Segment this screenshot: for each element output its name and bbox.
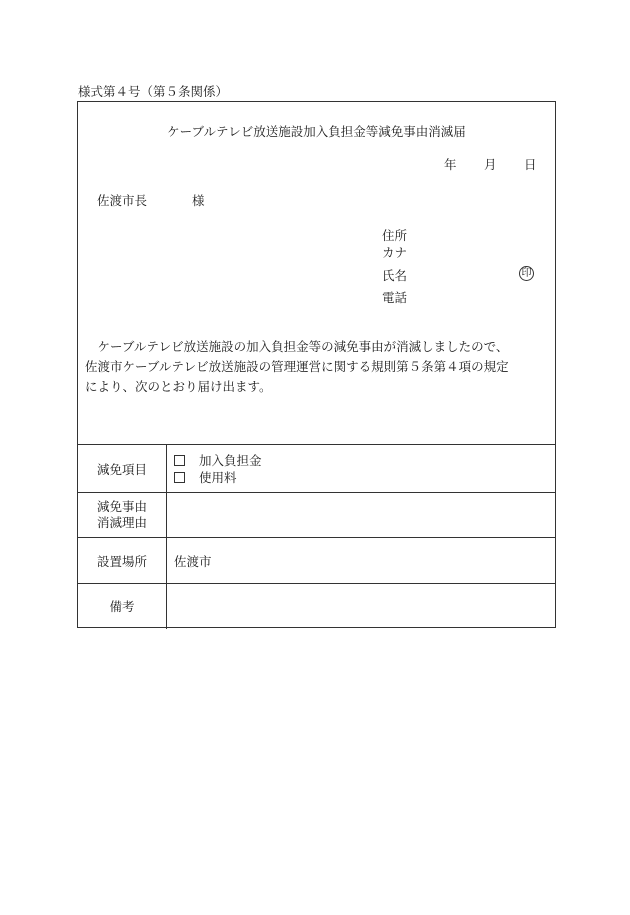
- address-label: 住所: [382, 228, 408, 243]
- reason-label-line1: 減免事由: [96, 499, 147, 514]
- table-row: [78, 584, 555, 629]
- notice-body: [85, 337, 555, 397]
- reason-field[interactable]: [167, 493, 556, 538]
- phone-label: 電話: [382, 290, 408, 305]
- form-title: ケーブルテレビ放送施設加入負担金等減免事由消滅届: [167, 124, 466, 139]
- option-subscription-fee[interactable]: [174, 452, 555, 469]
- addressee-name: 佐渡市長: [97, 193, 148, 208]
- location-value[interactable]: 佐渡市: [167, 538, 556, 584]
- remarks-label: 備考: [78, 584, 167, 629]
- addressee-honorific: 様: [192, 193, 205, 208]
- option-label: 加入負担金: [199, 452, 262, 468]
- form-number: 様式第４号（第５条関係）: [78, 84, 229, 99]
- name-label: 氏名: [382, 268, 408, 283]
- seal-mark: 印: [519, 266, 534, 281]
- remarks-field[interactable]: [167, 584, 556, 629]
- checkbox-icon[interactable]: [174, 472, 185, 483]
- date-day: 日: [524, 157, 537, 172]
- date-year: 年: [444, 157, 457, 172]
- table-row: [78, 493, 555, 538]
- table-row: [78, 445, 555, 493]
- checkbox-icon[interactable]: [174, 455, 185, 466]
- location-label: 設置場所: [78, 538, 167, 584]
- option-usage-fee[interactable]: [174, 469, 555, 486]
- body-line-1: ケーブルテレビ放送施設の加入負担金等の減免事由が消滅しましたので、: [97, 339, 509, 354]
- reason-label: [78, 493, 167, 538]
- date-month: 月: [484, 157, 497, 172]
- body-line-2: 佐渡市ケーブルテレビ放送施設の管理運営に関する規則第５条第４項の規定: [85, 359, 509, 374]
- option-label: 使用料: [199, 469, 237, 485]
- table-row: [78, 538, 555, 584]
- kana-label: カナ: [382, 245, 408, 260]
- exemption-item-label: 減免項目: [78, 445, 167, 493]
- details-table: [78, 444, 555, 629]
- body-line-3: により、次のとおり届け出ます。: [85, 379, 272, 394]
- reason-label-line2: 消滅理由: [96, 515, 147, 530]
- form-frame: [77, 101, 556, 628]
- exemption-item-options: [167, 445, 556, 493]
